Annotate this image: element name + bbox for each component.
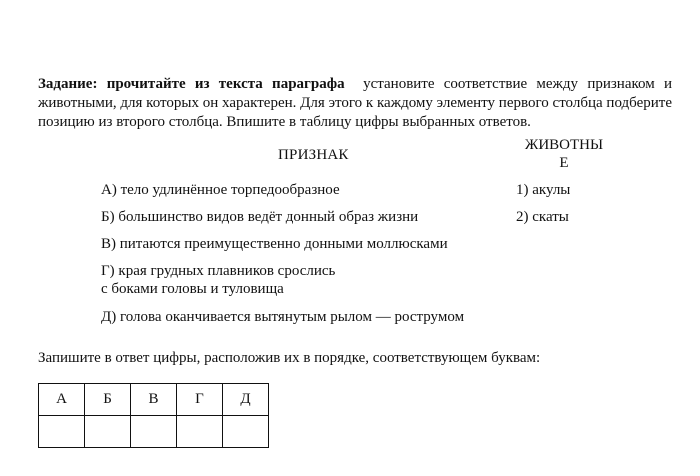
- animal-option-1: 1) акулы: [516, 182, 571, 198]
- answer-table: [38, 383, 269, 448]
- answer-letter-a: А: [39, 384, 85, 416]
- answer-letter-g: Г: [177, 384, 223, 416]
- answer-cell-g[interactable]: [177, 416, 223, 448]
- feature-g-line1: Г) края грудных плавников срослись: [101, 263, 336, 279]
- task-text: установите соответствие между признаком и животными, для которых он характерен. Для этого к каждому элементу первого столбца подберите позицию из второго столбца. Впишите в таблицу цифры выбранных ответов.: [38, 76, 672, 130]
- animals-column-header: [514, 136, 614, 172]
- task-lead: Задание: прочитайте из текста параграфа: [38, 76, 345, 92]
- animals-header-line2: Е: [559, 155, 569, 171]
- feature-a: А) тело удлинённое торпедообразное: [101, 182, 340, 198]
- answer-cell-v[interactable]: [131, 416, 177, 448]
- answer-letter-b: Б: [85, 384, 131, 416]
- feature-g-line2: с боками головы и туловища: [101, 281, 284, 297]
- answer-instruction: Запишите в ответ цифры, расположив их в порядке, соответствующем буквам:: [38, 350, 541, 366]
- feature-column-header: ПРИЗНАК: [278, 147, 349, 163]
- answer-table-input-row: [39, 416, 269, 448]
- feature-b: Б) большинство видов ведёт донный образ жизни: [101, 209, 419, 225]
- answer-letter-d: Д: [223, 384, 269, 416]
- answer-cell-d[interactable]: [223, 416, 269, 448]
- feature-d: Д) голова оканчивается вытянутым рылом — рострумом: [101, 309, 465, 325]
- animal-option-2: 2) скаты: [516, 209, 569, 225]
- answer-table-header-row: [39, 384, 269, 416]
- feature-v: В) питаются преимущественно донными моллюсками: [101, 236, 448, 252]
- answer-cell-b[interactable]: [85, 416, 131, 448]
- answer-letter-v: В: [131, 384, 177, 416]
- answer-cell-a[interactable]: [39, 416, 85, 448]
- task-paragraph: [38, 75, 672, 132]
- animals-header-line1: ЖИВОТНЫ: [524, 137, 604, 153]
